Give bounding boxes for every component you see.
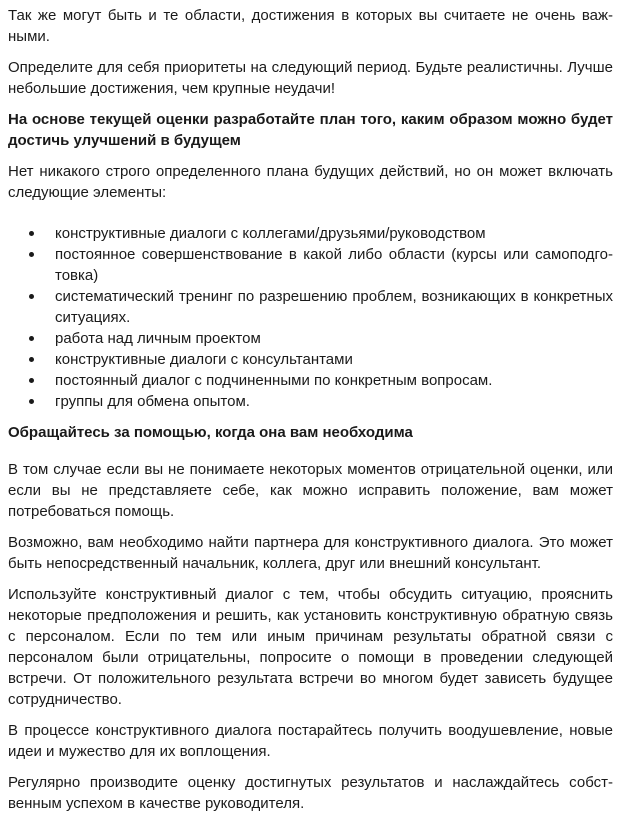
paragraph-help-partner: Возможно, вам необходимо найти партнера для конструктивного диалога. Это может быть непосредственный начальник, коллега, друг или внешний консультант.	[8, 534, 613, 572]
paragraph-priorities: Определите для себя приоритеты на следующий период. Будьте реалистичны. Лучше небольшие достижения, чем крупные неудачи!	[8, 59, 613, 97]
paragraph-help-dialog: Используйте конструктивный диалог с тем, чтобы обсудить ситуацию, прояснить некоторые предположения и решить, как установить конструктивную обратную связь с персоналом. Если по тем или иным причинам результаты обратной связи с персоналом были отрицательны, попросите о помощи в проведении следующей встречи. От положительного результата встречи во многом будет зависеть будущее сотрудничество.	[8, 586, 613, 708]
paragraph-final: Регулярно производите оценку достигнутых результатов и наслаждайтесь собственным успехом в качестве руководителя.	[8, 774, 613, 812]
list-item: конструктивные диалоги с коллегами/друзьями/руководством	[8, 223, 613, 244]
list-item: систематический тренинг по разрешению проблем, возникающих в конкретных ситуациях.	[8, 286, 613, 328]
list-item: конструктивные диалоги с консультантами	[8, 349, 613, 370]
heading-help: Обращайтесь за помощью, когда она вам необходима	[8, 424, 413, 441]
list-item: группы для обмена опытом.	[8, 391, 613, 412]
plan-elements-list	[8, 223, 613, 412]
paragraph-plan-intro: Нет никакого строго определенного плана будущих действий, но он может включать следующие элементы:	[8, 163, 613, 201]
heading-plan: На основе текущей оценки разработайте план того, каким образом можно будет достичь улучшений в будущем	[8, 111, 613, 149]
paragraph-areas: Так же могут быть и те области, достижения в которых вы считаете не очень важными.	[8, 7, 613, 45]
list-item: постоянное совершенствование в какой либо области (курсы или самоподготовка)	[8, 244, 613, 286]
list-item: постоянный диалог с подчиненными по конкретным вопросам.	[8, 370, 613, 391]
paragraph-help-need: В том случае если вы не понимаете некоторых моментов отрицательной оценки, или если вы не представляете себе, как можно исправить положение, вам может потребоваться помощь.	[8, 461, 613, 520]
paragraph-help-inspiration: В процессе конструктивного диалога постарайтесь получить воодушевление, новые идеи и мужество для их воплощения.	[8, 722, 613, 760]
list-item: работа над личным проектом	[8, 328, 613, 349]
